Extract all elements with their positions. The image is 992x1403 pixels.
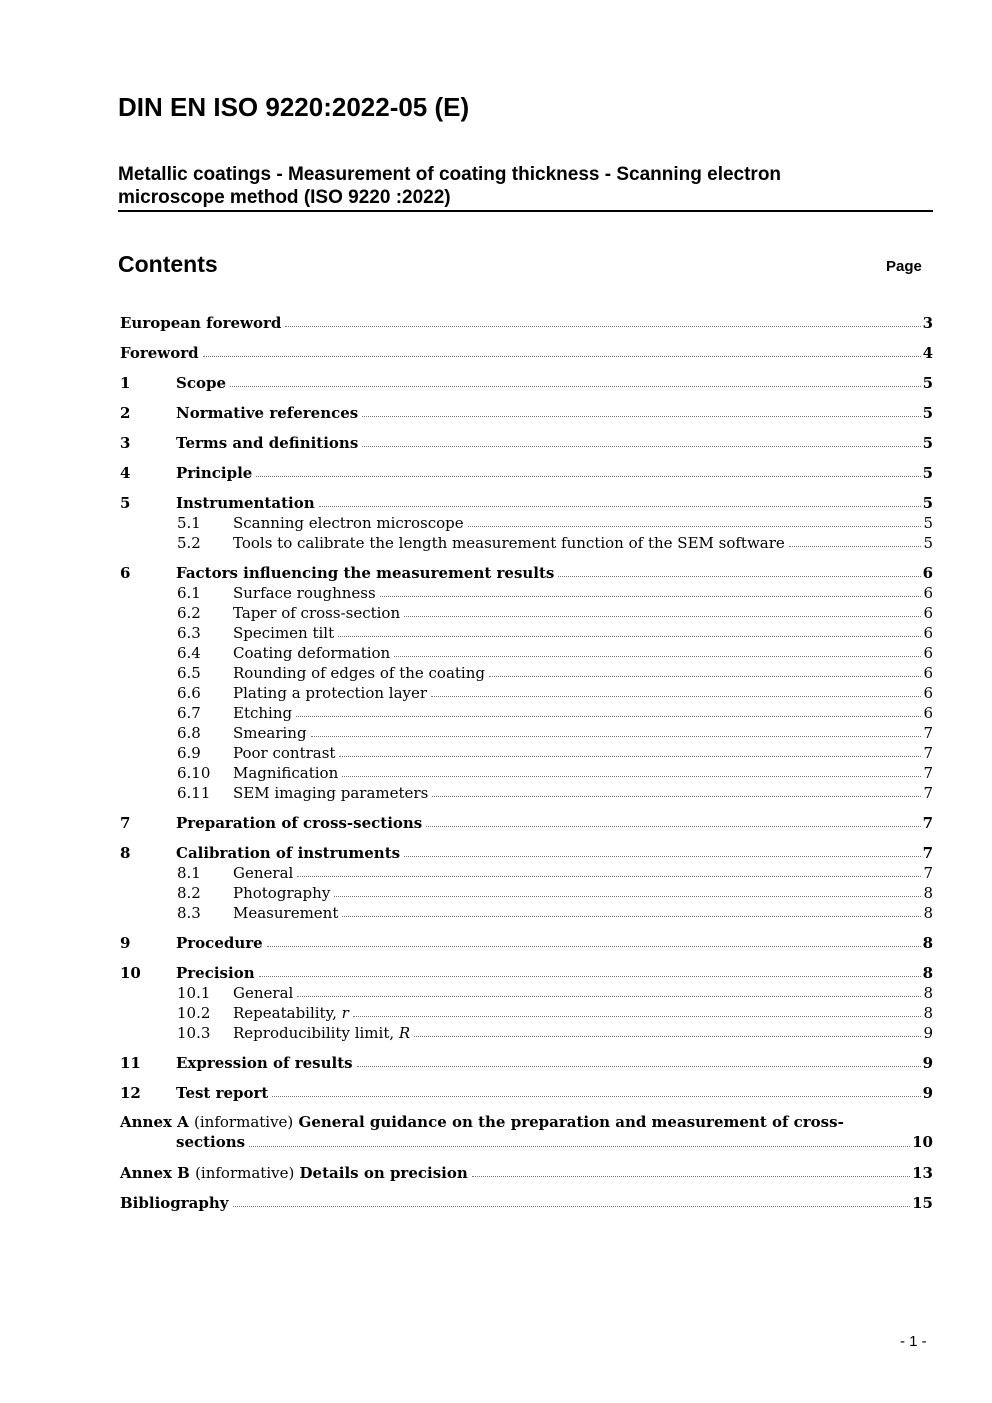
toc-entry[interactable] xyxy=(120,532,933,552)
toc-entry-page: 6 xyxy=(923,624,933,642)
toc-entry-label xyxy=(233,624,336,642)
annex-b-page: 13 xyxy=(912,1164,933,1182)
toc-entry-label-text: Foreword xyxy=(120,344,199,362)
toc-entry-page: 4 xyxy=(922,344,933,362)
toc-entry-number: 10.3 xyxy=(177,1024,211,1042)
toc-entry[interactable] xyxy=(120,902,933,922)
toc-entry-label-text: SEM imaging parameters xyxy=(233,784,429,802)
leader-dots xyxy=(311,735,922,737)
toc-entry-label xyxy=(120,314,283,332)
toc-entry-label-text: Poor contrast xyxy=(233,744,336,762)
toc-entry-page: 6 xyxy=(922,564,933,582)
toc-entry[interactable] xyxy=(120,402,933,422)
toc-entry-label-text: Etching xyxy=(233,704,293,722)
toc-entry-number: 12 xyxy=(120,1084,141,1102)
leader-dots xyxy=(267,945,921,947)
toc-entry-label xyxy=(233,514,466,532)
toc-entry-page: 7 xyxy=(923,724,933,742)
toc-entry-label xyxy=(233,534,787,552)
toc-entry-number: 6.4 xyxy=(177,644,201,662)
toc-entry-number: 6.3 xyxy=(177,624,201,642)
toc-entry-label-text: Rounding of edges of the coating xyxy=(233,664,485,682)
toc-entry-label xyxy=(233,604,402,622)
toc-entry-label xyxy=(233,684,429,702)
toc-entry-page: 8 xyxy=(922,934,933,952)
toc-entry-label-text: Procedure xyxy=(176,934,263,952)
toc-entry-page: 5 xyxy=(922,374,933,392)
toc-entry-label xyxy=(233,884,332,902)
title-divider xyxy=(118,210,933,212)
toc-entry-label-text: Reproducibility limit, xyxy=(233,1024,399,1042)
toc-entry-page: 6 xyxy=(923,684,933,702)
footer-page-number: - 1 - xyxy=(900,1333,927,1350)
leader-dots xyxy=(789,545,922,547)
toc-entry-page: 9 xyxy=(922,1084,933,1102)
toc-entry-label xyxy=(176,404,360,422)
toc-entry-label xyxy=(176,934,265,952)
leader-dots xyxy=(203,355,921,357)
leader-dots xyxy=(558,575,920,577)
toc-entry-label xyxy=(176,814,424,832)
toc-entry[interactable] xyxy=(120,932,933,952)
toc-entry-symbol: r xyxy=(341,1004,349,1022)
toc-entry-page: 5 xyxy=(922,434,933,452)
toc-entry-number: 11 xyxy=(120,1054,141,1072)
toc-entry[interactable] xyxy=(120,662,933,682)
toc-entry-label xyxy=(176,464,254,482)
toc-entry[interactable] xyxy=(120,342,933,362)
leader-dots xyxy=(404,615,921,617)
toc-entry-label xyxy=(233,984,295,1002)
toc-entry-number: 6.2 xyxy=(177,604,201,622)
leader-dots xyxy=(259,975,921,977)
toc-entry-label-text: Repeatability, xyxy=(233,1004,342,1022)
toc-entry-label xyxy=(233,784,430,802)
leader-dots xyxy=(256,475,920,477)
toc-entry-label xyxy=(233,664,487,682)
toc-entry-page: 7 xyxy=(922,814,933,832)
toc-entry-page: 9 xyxy=(923,1024,933,1042)
document-title-line2: microscope method (ISO 9220 :2022) xyxy=(118,187,451,208)
toc-entries xyxy=(120,312,933,1102)
toc-entry-number: 3 xyxy=(120,434,131,452)
toc-entry[interactable] xyxy=(120,582,933,602)
toc-entry-page: 6 xyxy=(923,704,933,722)
toc-entry-page: 5 xyxy=(922,494,933,512)
toc-entry-label-text: Specimen tilt xyxy=(233,624,335,642)
toc-entry-label-text: Calibration of instruments xyxy=(176,844,401,862)
document-id: DIN EN ISO 9220:2022-05 (E) xyxy=(118,92,470,122)
toc-entry-label-text: Photography xyxy=(233,884,331,902)
leader-dots xyxy=(285,325,920,327)
contents-heading: Contents xyxy=(118,251,218,277)
annex-a-title-line2: sections xyxy=(176,1133,246,1151)
toc-entry[interactable] xyxy=(120,862,933,882)
toc-entry-number: 8.1 xyxy=(177,864,201,882)
document-title xyxy=(118,163,933,209)
toc-entry[interactable] xyxy=(120,812,933,832)
toc-entry-label-text: Principle xyxy=(176,464,253,482)
toc-entry-label xyxy=(233,644,392,662)
toc-entry[interactable] xyxy=(120,562,933,582)
toc-entry[interactable] xyxy=(120,1022,933,1042)
toc-entry-page: 6 xyxy=(923,604,933,622)
toc-entry[interactable] xyxy=(120,762,933,782)
leader-dots xyxy=(338,635,921,637)
toc-entry-label-text: Surface roughness xyxy=(233,584,376,602)
leader-dots xyxy=(426,825,920,827)
toc-entry-label-text: Scope xyxy=(176,374,227,392)
toc-entry-number: 7 xyxy=(120,814,131,832)
toc-entry-label-text: General xyxy=(233,864,294,882)
leader-dots xyxy=(362,445,920,447)
table-of-contents xyxy=(120,312,933,1212)
toc-entry-label xyxy=(233,724,309,742)
toc-entry[interactable] xyxy=(120,492,933,512)
toc-entry-label-text: Coating deformation xyxy=(233,644,391,662)
toc-entry-annex-b[interactable] xyxy=(120,1162,933,1182)
toc-entry-label-text: Measurement xyxy=(233,904,339,922)
toc-entry[interactable] xyxy=(120,432,933,452)
toc-entry-number: 6.8 xyxy=(177,724,201,742)
toc-entry[interactable] xyxy=(120,842,933,862)
toc-entry[interactable] xyxy=(120,602,933,622)
toc-entry-label xyxy=(120,344,201,362)
toc-entry[interactable] xyxy=(120,1002,933,1022)
toc-entry-label xyxy=(176,1054,355,1072)
leader-dots xyxy=(233,1205,911,1207)
document-title-line1: Metallic coatings - Measurement of coating thickness - Scanning electron xyxy=(118,164,782,185)
leader-dots xyxy=(357,1065,921,1067)
toc-entry-label-text: Magnification xyxy=(233,764,339,782)
toc-entry[interactable] xyxy=(120,882,933,902)
toc-entry-label xyxy=(233,1024,412,1042)
toc-entry-page: 6 xyxy=(923,644,933,662)
toc-entry-number: 6 xyxy=(120,564,131,582)
leader-dots xyxy=(353,1015,922,1017)
toc-entry-page: 7 xyxy=(922,844,933,862)
leader-dots xyxy=(472,1175,910,1177)
leader-dots xyxy=(249,1145,910,1147)
toc-entry[interactable] xyxy=(120,782,933,802)
toc-entry-page: 8 xyxy=(923,884,933,902)
toc-entry-number: 2 xyxy=(120,404,131,422)
toc-entry-label-text: General xyxy=(233,984,294,1002)
toc-entry-label xyxy=(176,844,402,862)
toc-entry-number: 6.10 xyxy=(177,764,211,782)
toc-entry-page: 5 xyxy=(923,514,933,532)
annex-b-informative: (informative) xyxy=(195,1164,295,1182)
leader-dots xyxy=(297,995,921,997)
toc-entry-label-text: Taper of cross-section xyxy=(233,604,401,622)
toc-entry[interactable] xyxy=(120,962,933,982)
toc-entry-page: 8 xyxy=(923,904,933,922)
toc-entry-label xyxy=(176,434,360,452)
toc-entry-page: 7 xyxy=(923,764,933,782)
toc-entry-symbol: R xyxy=(398,1024,411,1042)
leader-dots xyxy=(296,715,921,717)
toc-entry-page: 5 xyxy=(923,534,933,552)
toc-entry-page: 8 xyxy=(922,964,933,982)
toc-entry[interactable] xyxy=(120,982,933,1002)
leader-dots xyxy=(362,415,920,417)
toc-entry-label-text: Factors influencing the measurement results xyxy=(176,564,555,582)
toc-entry-number: 5.1 xyxy=(177,514,201,532)
toc-entry-label xyxy=(233,864,295,882)
leader-dots xyxy=(432,795,921,797)
toc-entry[interactable] xyxy=(120,642,933,662)
annex-a-page: 10 xyxy=(912,1133,933,1151)
leader-dots xyxy=(468,525,922,527)
annex-a-title-line1: General guidance on the preparation and measurement of cross- xyxy=(293,1113,844,1131)
toc-entry-number: 9 xyxy=(120,934,131,952)
toc-entry[interactable] xyxy=(120,512,933,532)
toc-entry-page: 5 xyxy=(922,464,933,482)
toc-entry-number: 10 xyxy=(120,964,141,982)
toc-entry[interactable] xyxy=(120,462,933,482)
toc-entry-label xyxy=(233,704,294,722)
leader-dots xyxy=(297,875,921,877)
toc-entry-label-text: Expression of results xyxy=(176,1054,353,1072)
annex-b-prefix: Annex B xyxy=(120,1164,196,1182)
toc-entry-page: 6 xyxy=(923,584,933,602)
toc-entry-label xyxy=(176,964,257,982)
bibliography-label: Bibliography xyxy=(120,1194,229,1212)
toc-entry[interactable] xyxy=(120,682,933,702)
toc-entry-number: 1 xyxy=(120,374,131,392)
toc-entry-page: 6 xyxy=(923,664,933,682)
toc-entry-page: 8 xyxy=(923,984,933,1002)
toc-entry-label-text: Tools to calibrate the length measurement function of the SEM software xyxy=(233,534,785,552)
toc-entry-number: 6.5 xyxy=(177,664,201,682)
leader-dots xyxy=(230,385,921,387)
toc-entry-number: 6.1 xyxy=(177,584,201,602)
leader-dots xyxy=(380,595,922,597)
page-column-heading: Page xyxy=(886,258,922,275)
toc-entry-label xyxy=(233,744,337,762)
toc-entry-label-text: Normative references xyxy=(176,404,359,422)
toc-entry[interactable] xyxy=(120,622,933,642)
toc-entry-page: 7 xyxy=(923,864,933,882)
toc-entry-label-text: Preparation of cross-sections xyxy=(176,814,423,832)
leader-dots xyxy=(404,855,920,857)
toc-entry-annex-a[interactable] xyxy=(120,1112,933,1152)
toc-entry-label-text: Scanning electron microscope xyxy=(233,514,464,532)
toc-entry-number: 8.2 xyxy=(177,884,201,902)
leader-dots xyxy=(431,695,921,697)
toc-entry[interactable] xyxy=(120,702,933,722)
toc-entry-number: 6.7 xyxy=(177,704,201,722)
toc-entry-number: 5.2 xyxy=(177,534,201,552)
toc-entry-page: 7 xyxy=(923,784,933,802)
toc-entry[interactable] xyxy=(120,372,933,392)
leader-dots xyxy=(394,655,921,657)
toc-entry-label xyxy=(176,494,317,512)
toc-entry-page: 9 xyxy=(922,1054,933,1072)
toc-entry-label xyxy=(176,374,228,392)
toc-entry-label xyxy=(233,584,378,602)
toc-entry-number: 5 xyxy=(120,494,131,512)
leader-dots xyxy=(342,915,921,917)
toc-entry-number: 10.2 xyxy=(177,1004,211,1022)
toc-entry-number: 10.1 xyxy=(177,984,211,1002)
toc-entry[interactable] xyxy=(120,1082,933,1102)
toc-entry[interactable] xyxy=(120,742,933,762)
toc-entry-label xyxy=(233,764,340,782)
toc-entry-bibliography[interactable] xyxy=(120,1192,933,1212)
toc-entry-label-text: Terms and definitions xyxy=(176,434,359,452)
toc-entry-number: 8.3 xyxy=(177,904,201,922)
toc-entry-number: 8 xyxy=(120,844,131,862)
annex-a-informative: (informative) xyxy=(194,1113,294,1131)
toc-entry-page: 7 xyxy=(923,744,933,762)
toc-entry-number: 6.9 xyxy=(177,744,201,762)
bibliography-page: 15 xyxy=(912,1194,933,1212)
toc-entry-label-text: Test report xyxy=(176,1084,269,1102)
toc-entry-number: 4 xyxy=(120,464,131,482)
toc-entry-page: 5 xyxy=(922,404,933,422)
toc-entry-number: 6.11 xyxy=(177,784,211,802)
toc-entry[interactable] xyxy=(120,312,933,332)
toc-entry[interactable] xyxy=(120,1052,933,1072)
leader-dots xyxy=(342,775,921,777)
toc-entry-label xyxy=(176,564,556,582)
toc-entry-label-text: Instrumentation xyxy=(176,494,315,512)
toc-entry-number: 6.6 xyxy=(177,684,201,702)
annex-a-prefix: Annex A xyxy=(120,1113,195,1131)
toc-entry[interactable] xyxy=(120,722,933,742)
toc-entry-label-text: European foreword xyxy=(120,314,282,332)
toc-entry-label xyxy=(233,1004,351,1022)
toc-entry-label xyxy=(176,1084,270,1102)
toc-entry-label xyxy=(233,904,340,922)
toc-entry-page: 8 xyxy=(923,1004,933,1022)
leader-dots xyxy=(319,505,921,507)
toc-entry-label-text: Smearing xyxy=(233,724,307,742)
toc-entry-label-text: Precision xyxy=(176,964,255,982)
toc-entry-page: 3 xyxy=(922,314,933,332)
leader-dots xyxy=(272,1095,920,1097)
annex-b-title: Details on precision xyxy=(294,1164,468,1182)
leader-dots xyxy=(334,895,921,897)
toc-entry-label-text: Plating a protection layer xyxy=(233,684,428,702)
leader-dots xyxy=(489,675,921,677)
leader-dots xyxy=(414,1035,921,1037)
leader-dots xyxy=(339,755,921,757)
